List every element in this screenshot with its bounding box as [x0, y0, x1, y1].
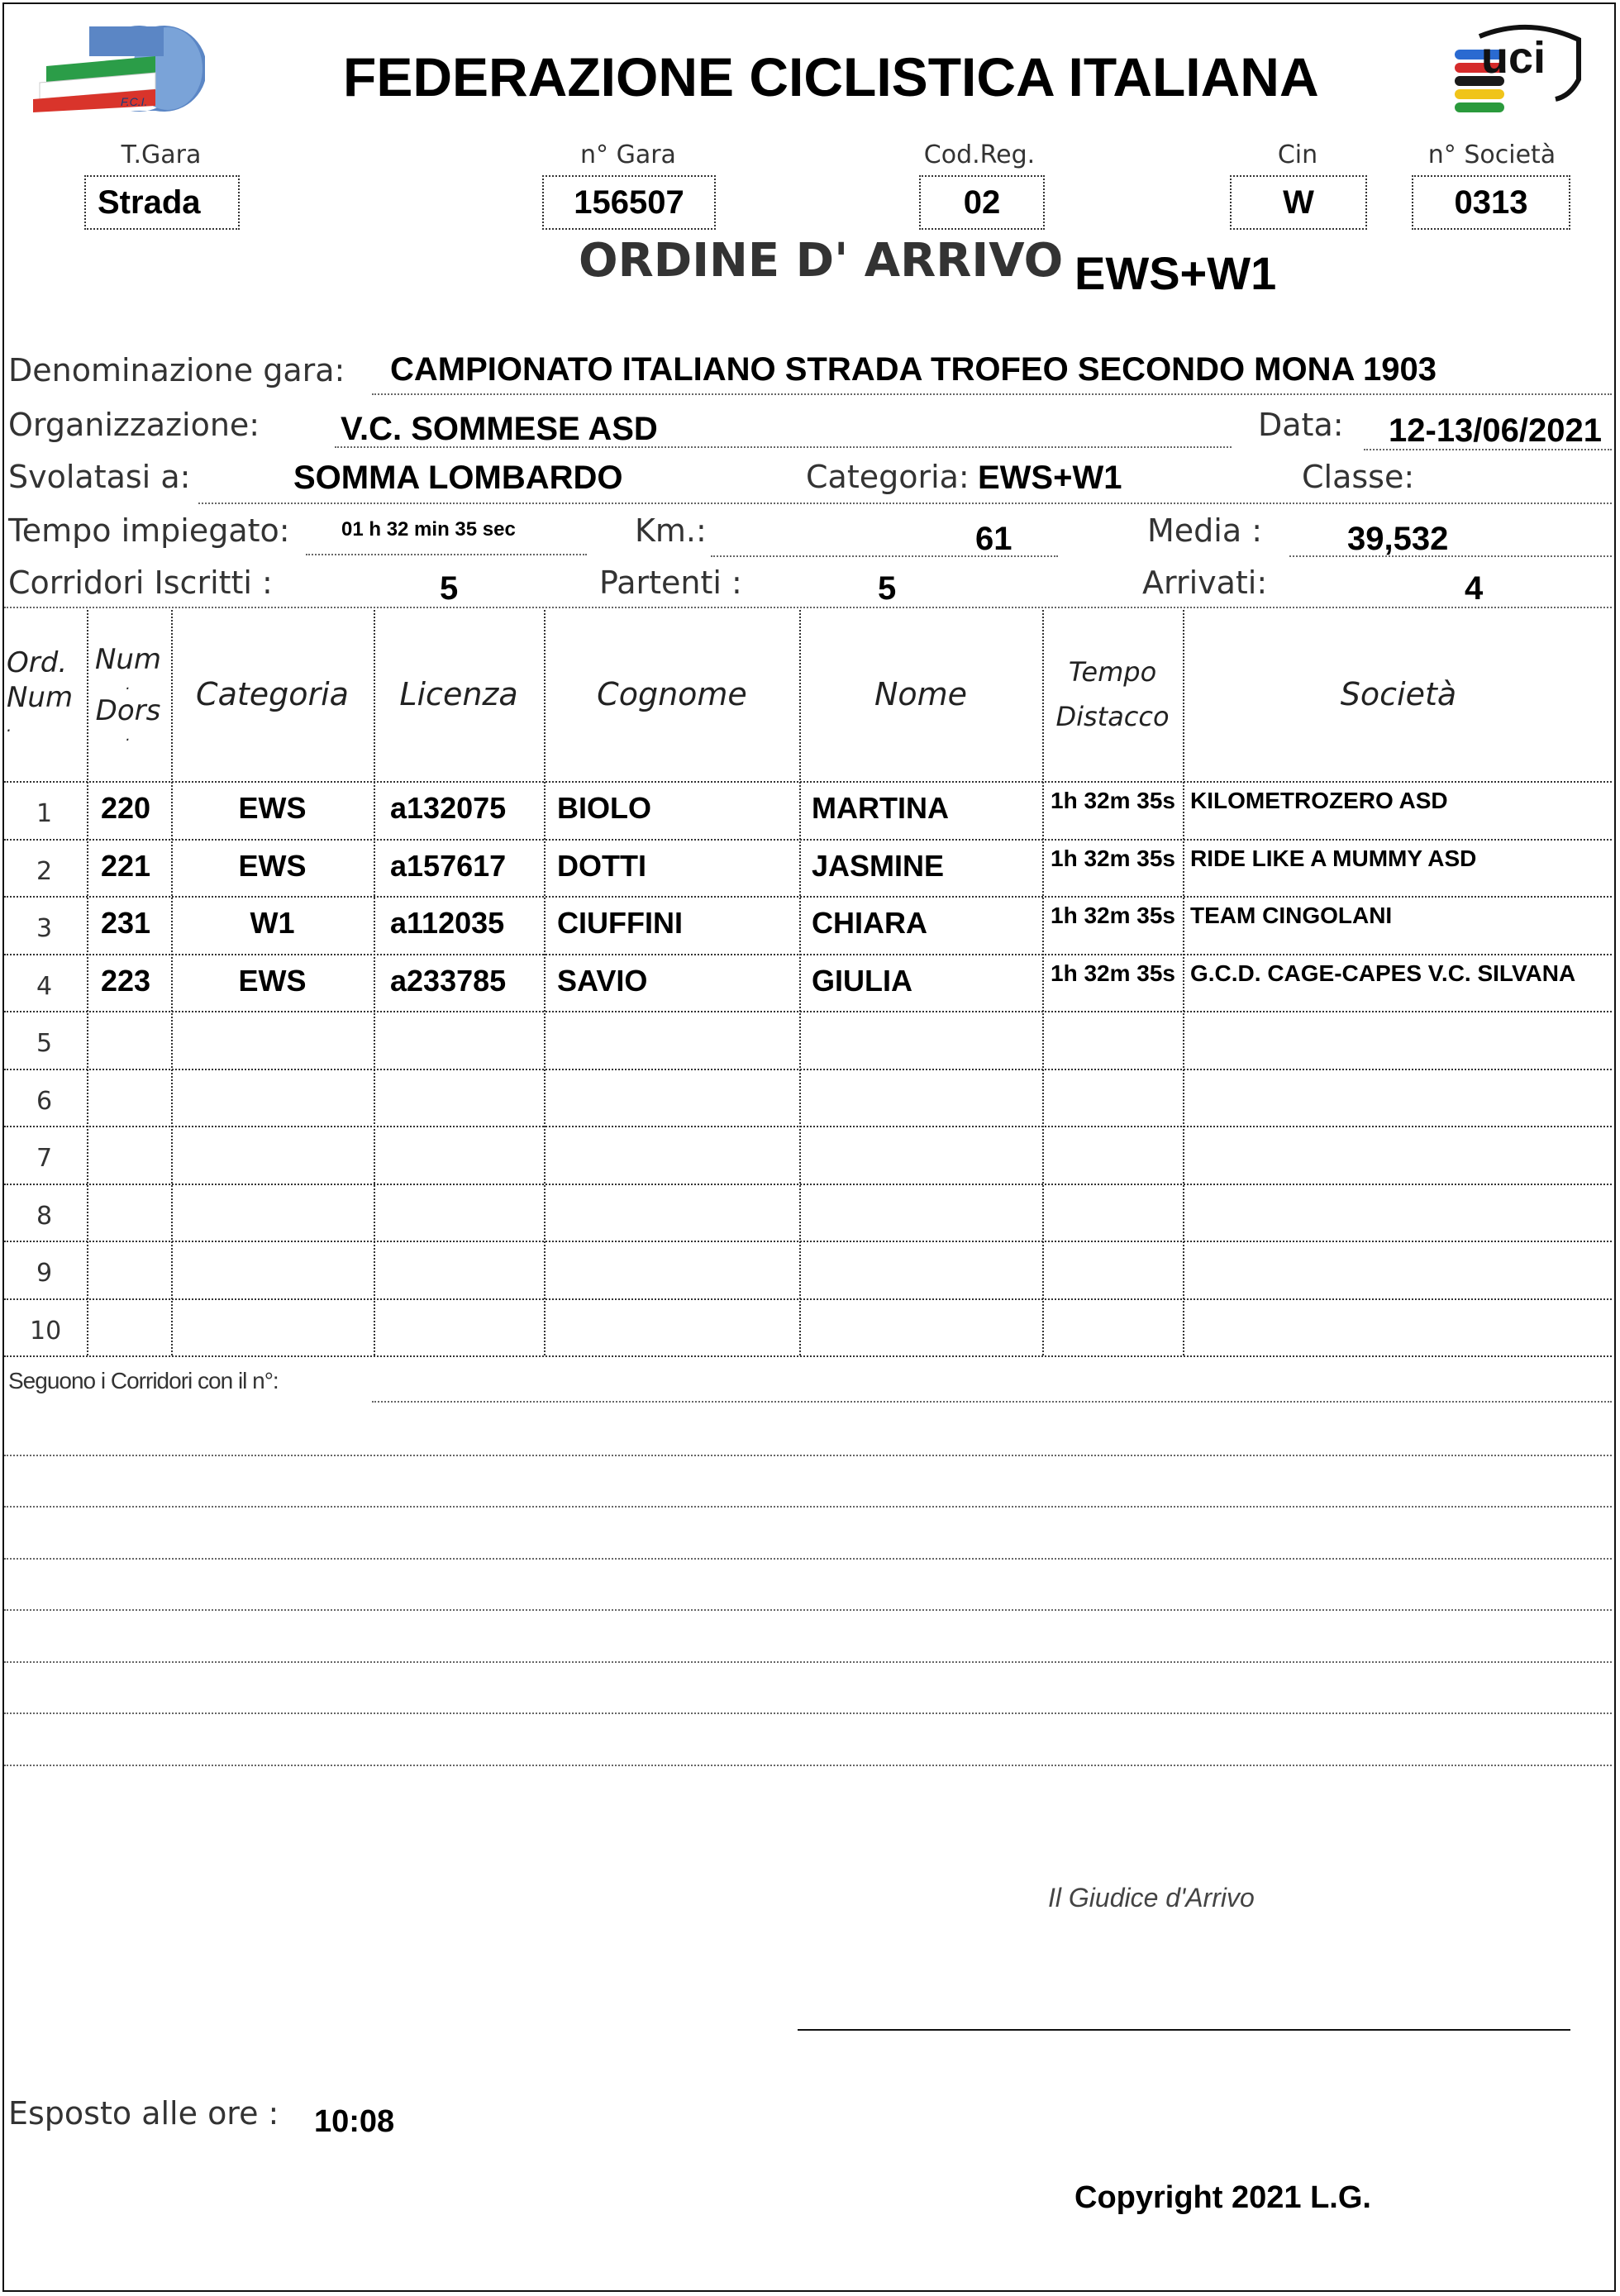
denominazione-value: CAMPIONATO ITALIANO STRADA TROFEO SECONDO MONA 1903 — [390, 351, 1437, 388]
seguono-label: Seguono i Corridori con il n°: — [8, 1368, 279, 1393]
tgara-value: Strada — [98, 183, 201, 221]
row-divider — [4, 1011, 1612, 1012]
row-ord: 10 — [30, 1316, 62, 1346]
row-ord: 9 — [36, 1259, 53, 1288]
col-header-ord — [7, 628, 85, 760]
cin-label: Cin — [1277, 141, 1318, 169]
row-societa: TEAM CINGOLANI — [1190, 903, 1393, 928]
row-nome: JASMINE — [812, 848, 945, 883]
nsocieta-label: n° Società — [1427, 141, 1556, 169]
row-licenza: a112035 — [390, 906, 505, 940]
giudice-label: Il Giudice d'Arrivo — [1048, 1883, 1255, 1913]
blank-line-2 — [4, 1506, 1612, 1508]
row-divider — [4, 954, 1612, 955]
row-tempo: 1h 32m 35s — [1051, 845, 1175, 871]
row-divider — [4, 896, 1612, 898]
row-ord: 4 — [36, 971, 53, 1001]
categoria-value: EWS+W1 — [978, 460, 1122, 496]
blank-line-1 — [4, 1455, 1612, 1456]
header-num-line3: Dors — [95, 694, 161, 727]
row-tempo: 1h 32m 35s — [1051, 960, 1175, 986]
cin-value: W — [1283, 183, 1314, 221]
row-categoria: EWS — [238, 791, 307, 825]
arrivati-value: 4 — [1465, 570, 1484, 607]
ngara-label: n° Gara — [580, 141, 676, 169]
row-divider — [4, 1126, 1612, 1127]
codreg-field — [919, 175, 1045, 230]
partenti-value: 5 — [878, 570, 897, 607]
data-label: Data: — [1258, 407, 1344, 443]
header-ord-line1: Ord. — [7, 646, 68, 679]
media-line — [1289, 555, 1612, 557]
col-header-tempo — [1043, 636, 1182, 752]
row-categoria: EWS — [238, 963, 307, 998]
row-divider — [4, 1184, 1612, 1185]
row-societa: RIDE LIKE A MUMMY ASD — [1190, 845, 1477, 871]
row-ord: 6 — [36, 1086, 53, 1116]
row-licenza: a157617 — [390, 848, 507, 883]
uci-logo — [1446, 21, 1587, 121]
col-header-societa: Società — [1340, 676, 1457, 712]
media-value: 39,532 — [1347, 521, 1449, 557]
km-value: 61 — [975, 521, 1012, 557]
row-ord: 8 — [36, 1201, 53, 1231]
category-title: EWS+W1 — [1074, 247, 1277, 299]
tempo-value: 01 h 32 min 35 sec — [341, 518, 516, 541]
classe-label: Classe: — [1302, 459, 1415, 495]
organizzazione-value: V.C. SOMMESE ASD — [341, 411, 658, 447]
header-num-line1: Num — [94, 643, 162, 676]
row-nome: CHIARA — [812, 906, 927, 940]
row-divider — [4, 1241, 1612, 1242]
row-divider — [4, 839, 1612, 841]
header-divider — [4, 781, 1612, 783]
row-cognome: DOTTI — [557, 848, 646, 883]
row-dors: 231 — [101, 906, 151, 940]
row-tempo: 1h 32m 35s — [1051, 903, 1175, 928]
cin-field — [1230, 175, 1367, 230]
row-ord: 7 — [36, 1144, 53, 1173]
subtitle: ORDINE D' ARRIVO — [579, 234, 1064, 288]
row-ord: 5 — [36, 1029, 53, 1058]
row-nome: GIULIA — [812, 963, 912, 998]
blank-line-6 — [4, 1712, 1612, 1714]
row-categoria: EWS — [238, 848, 307, 883]
row-ord: 1 — [36, 799, 53, 828]
km-label: Km.: — [635, 512, 707, 549]
seguono-line — [372, 1401, 1612, 1403]
data-value: 12-13/06/2021 — [1389, 412, 1603, 449]
tempo-line — [306, 554, 587, 555]
blank-line-3 — [4, 1558, 1612, 1560]
denominazione-label: Denominazione gara: — [8, 352, 345, 388]
header-num-line2: . — [126, 676, 131, 693]
col-header-categoria: Categoria — [196, 676, 349, 712]
blank-line-4 — [4, 1609, 1612, 1611]
row-societa: G.C.D. CAGE-CAPES V.C. SILVANA — [1190, 960, 1576, 986]
col-header-nome: Nome — [874, 676, 968, 712]
header-num-line4: . — [126, 727, 131, 745]
row-dors: 220 — [101, 791, 151, 825]
codreg-value: 02 — [963, 183, 1001, 221]
media-label: Media : — [1147, 512, 1263, 549]
partenti-label: Partenti : — [599, 564, 742, 601]
iscritti-value: 5 — [440, 570, 459, 607]
result-sheet — [2, 2, 1616, 2292]
col-header-licenza: Licenza — [399, 676, 518, 712]
svolatasi-value: SOMMA LOMBARDO — [293, 460, 623, 496]
organizzazione-line — [335, 446, 1232, 448]
col-header-cognome: Cognome — [597, 676, 747, 712]
header-ord-line2: Num — [7, 681, 74, 714]
svg-text:F.C.I.: F.C.I. — [121, 95, 148, 108]
row-tempo: 1h 32m 35s — [1051, 788, 1175, 813]
row-divider — [4, 1298, 1612, 1300]
header-tempo-line2: Distacco — [1055, 701, 1170, 732]
row-cognome: SAVIO — [557, 963, 648, 998]
codreg-label: Cod.Reg. — [923, 141, 1036, 169]
row-dors: 223 — [101, 963, 151, 998]
arrivati-label: Arrivati: — [1142, 564, 1268, 601]
nsocieta-value: 0313 — [1454, 183, 1528, 221]
header-tempo-line1: Tempo — [1068, 656, 1157, 688]
signature-line — [798, 2029, 1570, 2031]
ngara-field — [542, 175, 716, 230]
row-ord: 2 — [36, 856, 53, 886]
row-ord: 3 — [36, 914, 53, 943]
copyright: Copyright 2021 L.G. — [1074, 2180, 1371, 2215]
header-ord-line3: . — [7, 716, 12, 736]
categoria-label: Categoria: — [806, 459, 970, 495]
iscritti-line — [4, 607, 1612, 608]
row-cognome: CIUFFINI — [557, 906, 683, 940]
svg-text:uci: uci — [1481, 33, 1546, 83]
ngara-value: 156507 — [574, 183, 684, 221]
col-header-dors — [87, 612, 169, 777]
blank-line-7 — [4, 1765, 1612, 1766]
blank-line-5 — [4, 1661, 1612, 1663]
tgara-label: T.Gara — [121, 141, 202, 169]
row-divider — [4, 1069, 1612, 1070]
esposto-label: Esposto alle ore : — [8, 2095, 279, 2132]
fci-logo — [31, 23, 205, 114]
row-licenza: a132075 — [390, 791, 507, 825]
tgara-field — [84, 175, 240, 230]
row-cognome: BIOLO — [557, 791, 651, 825]
row-licenza: a233785 — [390, 963, 507, 998]
svolatasi-label: Svolatasi a: — [8, 459, 191, 495]
row-categoria: W1 — [250, 906, 295, 940]
row-societa: KILOMETROZERO ASD — [1190, 788, 1448, 813]
data-line — [1364, 449, 1612, 450]
row-divider — [4, 1355, 1612, 1357]
km-line — [711, 555, 1058, 557]
esposto-value: 10:08 — [314, 2104, 395, 2139]
page-title: FEDERAZIONE CICLISTICA ITALIANA — [343, 46, 1319, 107]
row-nome: MARTINA — [812, 791, 949, 825]
organizzazione-label: Organizzazione: — [8, 407, 260, 443]
denominazione-line — [372, 393, 1612, 395]
nsocieta-field — [1412, 175, 1570, 230]
iscritti-label: Corridori Iscritti : — [8, 564, 273, 601]
row-dors: 221 — [101, 848, 151, 883]
tempo-label: Tempo impiegato: — [8, 512, 290, 549]
svolatasi-line — [198, 503, 1612, 504]
